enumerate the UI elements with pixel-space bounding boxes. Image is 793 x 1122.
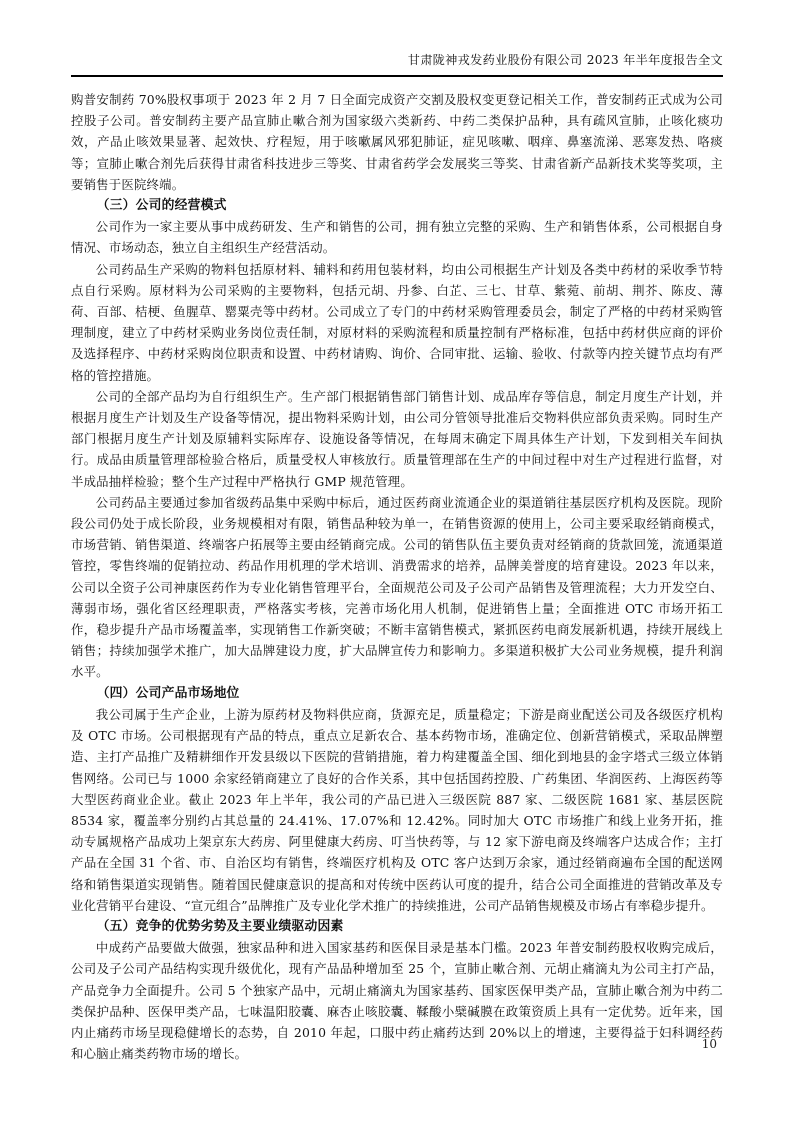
paragraph-procurement-model: 公司药品生产采购的物料包括原材料、辅料和药用包装材料，均由公司根据生产计划及各类中药材的采收季节特点自行采购。原材料为公司采购的主要物料，包括元胡、丹参、白芷、三七、甘草、紫菀、前胡、荆芥、陈皮、薄荷、百部、桔梗、鱼腥草、罂粟壳等中药材。公司成立了专门的中药材采购管理委员会，制定了严格的中药材采购管理制度，建立了中药材采购业务岗位责任制，对原材料的采购流程和质量控制有严格标准，包括中药材供应商的评价及选择程序、中药材采购岗位职责和设置、中药材请购、询价、合同审批、运输、验收、付款等内控关键节点均有严格的管控措施。 (71, 261, 723, 383)
report-body (71, 89, 723, 1064)
page-number: 10 (701, 1037, 717, 1051)
paragraph-production-model: 公司的全部产品均为自行组织生产。生产部门根据销售部门销售计划、成品库存等信息，制定月度生产计划，并根据月度生产计划及生产设备等情况，提出物料采购计划，由公司分管领导批准后交物料供应部负责采购。同时生产部门根据月度生产计划及原辅料实际库存、设施设备等情况，在每周末确定下周具体生产计划，下发到相关车间执行。成品由质量管理部检验合格后，质量受权人审核放行。质量管理部在生产的中间过程中对生产过程进行监督，对半成品抽样检验；整个生产过程中严格执行 GMP 规范管理。 (71, 388, 723, 489)
paragraph-company-overview: 公司作为一家主要从事中成药研发、生产和销售的公司，拥有独立完整的采购、生产和销售体系，公司根据自身情况、市场动态，独立自主组织生产经营活动。 (71, 219, 723, 256)
section-heading-business-model: （三）公司的经营模式 (96, 198, 227, 214)
paragraph-continued-puan-acquisition: 购普安制药 70%股权事项于 2023 年 2 月 7 日全面完成资产交割及股权变更登记相关工作，普安制药正式成为公司控股子公司。普安制药主要产品宣肺止嗽合剂为国家级六类新药、中药二类保护品种，具有疏风宣肺，止咳化痰功效，产品止咳效果显著、起效快、疗程短，用于咳嗽属风邪犯肺证，症见咳嗽、咽痒、鼻塞流涕、恶寒发热、咯痰等；宣肺止嗽合剂先后获得甘肃省科技进步三等奖、甘肃省药学会发展奖三等奖、甘肃省新产品新技术奖等奖项，主要销售于医院终端。 (71, 92, 723, 192)
section-heading-market-position: （四）公司产品市场地位 (96, 685, 240, 701)
paragraph-competitive-advantages: 中成药产品要做大做强，独家品种和进入国家基药和医保目录是基本门槛。2023 年普安制药股权收购完成后，公司及子公司产品结构实现升级优化，现有产品品种增加至 25 个，宣肺止嗽合剂、元胡止痛滴丸为公司主打产品，产品竞争力全面提升。公司 5 个独家产品中，元胡止痛滴丸为国家基药、国家医保甲类产品，宣肺止嗽合剂为中药二类保护品种、医保甲类产品，七味温阳胶囊、麻杏止咳胶囊、鞣酸小檗碱膜在政策资质上具有一定优势。近年来，国内止痛药市场呈现稳健增长的态势，自 2010 年起，口服中药止痛药达到 20%以上的增速，主要得益于妇科调经药和心脑止痛类药物市场的增长。 (71, 940, 723, 1062)
report-header-title: 甘肃陇神戎发药业股份有限公司 2023 年半年度报告全文 (71, 52, 723, 77)
paragraph-sales-model: 公司药品主要通过参加省级药品集中采购中标后，通过医药商业流通企业的渠道销往基层医疗机构及医院。现阶段公司仍处于成长阶段，业务规模相对有限，销售品种较为单一，在销售资源的使用上，公司主要采取经销商模式，市场营销、销售渠道、终端客户拓展等主要由经销商完成。公司的销售队伍主要负责对经销商的货款回笼，流通渠道管控，零售终端的促销拉动、药品作用机理的学术培训、消费需求的培养，品牌美誉度的培育建设。2023 年以来，公司以全资子公司神康医药作为专业化销售管理平台，全面规范公司及子公司产品销售及管理流程；大力开发空白、薄弱市场，强化省区经理职责，严格落实考核，完善市场化用人机制，促进销售上量；全面推进 OTC 市场开拓工作，稳步提升产品市场覆盖率，实现销售工作新突破；不断丰富销售模式，紧抓医药电商发展新机遇，持续开展线上销售；持续加强学术推广，加大品牌建设力度，扩大品牌宣传力和影响力。多渠道积极扩大公司业务规模，提升利润水平。 (71, 494, 723, 680)
paragraph-market-position: 我公司属于生产企业，上游为原药材及物料供应商，货源充足，质量稳定；下游是商业配送公司及各级医疗机构及 OTC 市场。公司根据现有产品的特点，重点立足新农合、基本药物市场，准确定位、创新营销模式，采取品牌塑造、主打产品推广及精耕细作开发县级以下医院的营销措施，着力构建覆盖全国、细化到地县的金字塔式三级立体销售网络。公司已与 1000 余家经销商建立了良好的合作关系，其中包括国药控股、广药集团、华润医药、上海医药等大型医药商业企业。截止 2023 年上半年，我公司的产品已进入三级医院 887 家、二级医院 1681 家、基层医院 8534 家，覆盖率分别约占其总量的 24.41%、17.07%和 12.42%。同时加大 OTC 市场推广和线上业务开拓，推动专属规格产品成功上架京东大药房、阿里健康大药房、叮当快药等，与 12 家下游电商及终端客户达成合作；主打产品在全国 31 个省、市、自治区均有销售，终端医疗机构及 OTC 客户达到万余家，通过经销商遍布全国的配送网络和销售渠道实现销售。随着国民健康意识的提高和对传统中医药认可度的提升，结合公司全面推进的营销改革及专业化营销平台建设、“宣元组合”品牌推广及专业化学术推广的持续推进，公司产品销售规模及市场占有率稳步提升。 (71, 706, 723, 913)
section-heading-competitive-advantages: （五）竞争的优势劣势及主要业绩驱动因素 (96, 918, 344, 934)
